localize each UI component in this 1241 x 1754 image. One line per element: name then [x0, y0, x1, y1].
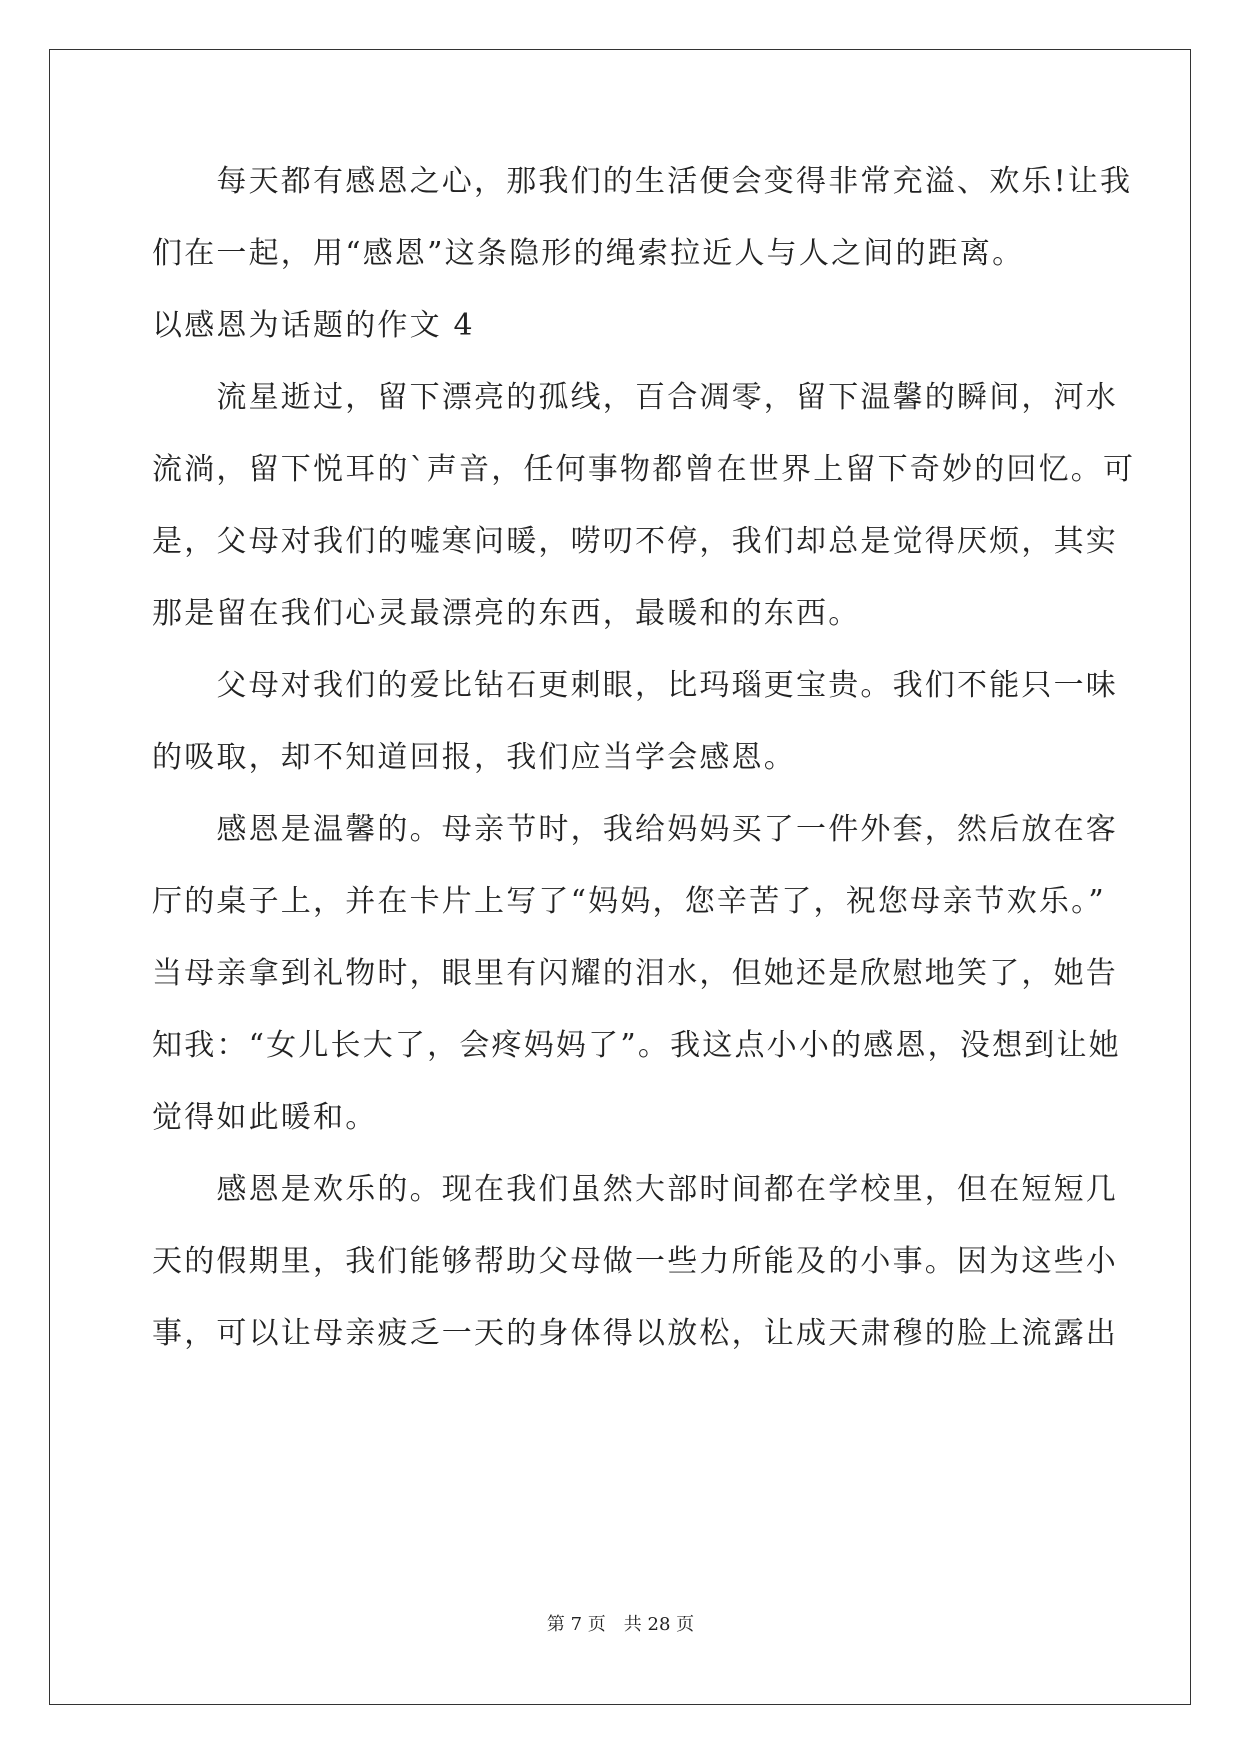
text-line: 们在一起，用“感恩”这条隐形的绳索拉近人与人之间的距离。 [152, 236, 1025, 271]
text-line: 觉得如此暖和。 [152, 1100, 378, 1135]
section-heading: 以感恩为话题的作文 4 [152, 308, 475, 343]
text-line: 天的假期里，我们能够帮助父母做一些力所能及的小事。因为这些小 [152, 1244, 1118, 1279]
text-line: 每天都有感恩之心，那我们的生活便会变得非常充溢、欢乐!让我 [152, 164, 1133, 199]
text-line: 感恩是温馨的。母亲节时，我给妈妈买了一件外套，然后放在客 [152, 812, 1118, 847]
text-line: 当母亲拿到礼物时，眼里有闪耀的泪水，但她还是欣慰地笑了，她告 [152, 956, 1118, 991]
text-line: 厅的桌子上，并在卡片上写了“妈妈，您辛苦了，祝您母亲节欢乐。” [152, 884, 1106, 919]
text-line: 流淌，留下悦耳的`声音，任何事物都曾在世界上留下奇妙的回忆。可 [152, 452, 1136, 487]
text-line: 是，父母对我们的嘘寒问暖，唠叨不停，我们却总是觉得厌烦，其实 [152, 524, 1118, 559]
text-line: 事，可以让母亲疲乏一天的身体得以放松，让成天肃穆的脸上流露出 [152, 1316, 1118, 1351]
text-line: 父母对我们的爱比钻石更刺眼，比玛瑙更宝贵。我们不能只一味 [152, 668, 1118, 703]
page-number: 第 7 页 共 28 页 [546, 1614, 695, 1635]
text-line: 知我：“女儿长大了，会疼妈妈了”。我这点小小的感恩，没想到让她 [152, 1028, 1121, 1063]
text-line: 感恩是欢乐的。现在我们虽然大部时间都在学校里，但在短短几 [152, 1172, 1118, 1207]
text-line: 的吸取，却不知道回报，我们应当学会感恩。 [152, 740, 796, 775]
page-border [49, 49, 1191, 1705]
text-line: 流星逝过，留下漂亮的孤线，百合凋零，留下温馨的瞬间，河水 [152, 380, 1118, 415]
text-line: 那是留在我们心灵最漂亮的东西，最暖和的东西。 [152, 596, 861, 631]
